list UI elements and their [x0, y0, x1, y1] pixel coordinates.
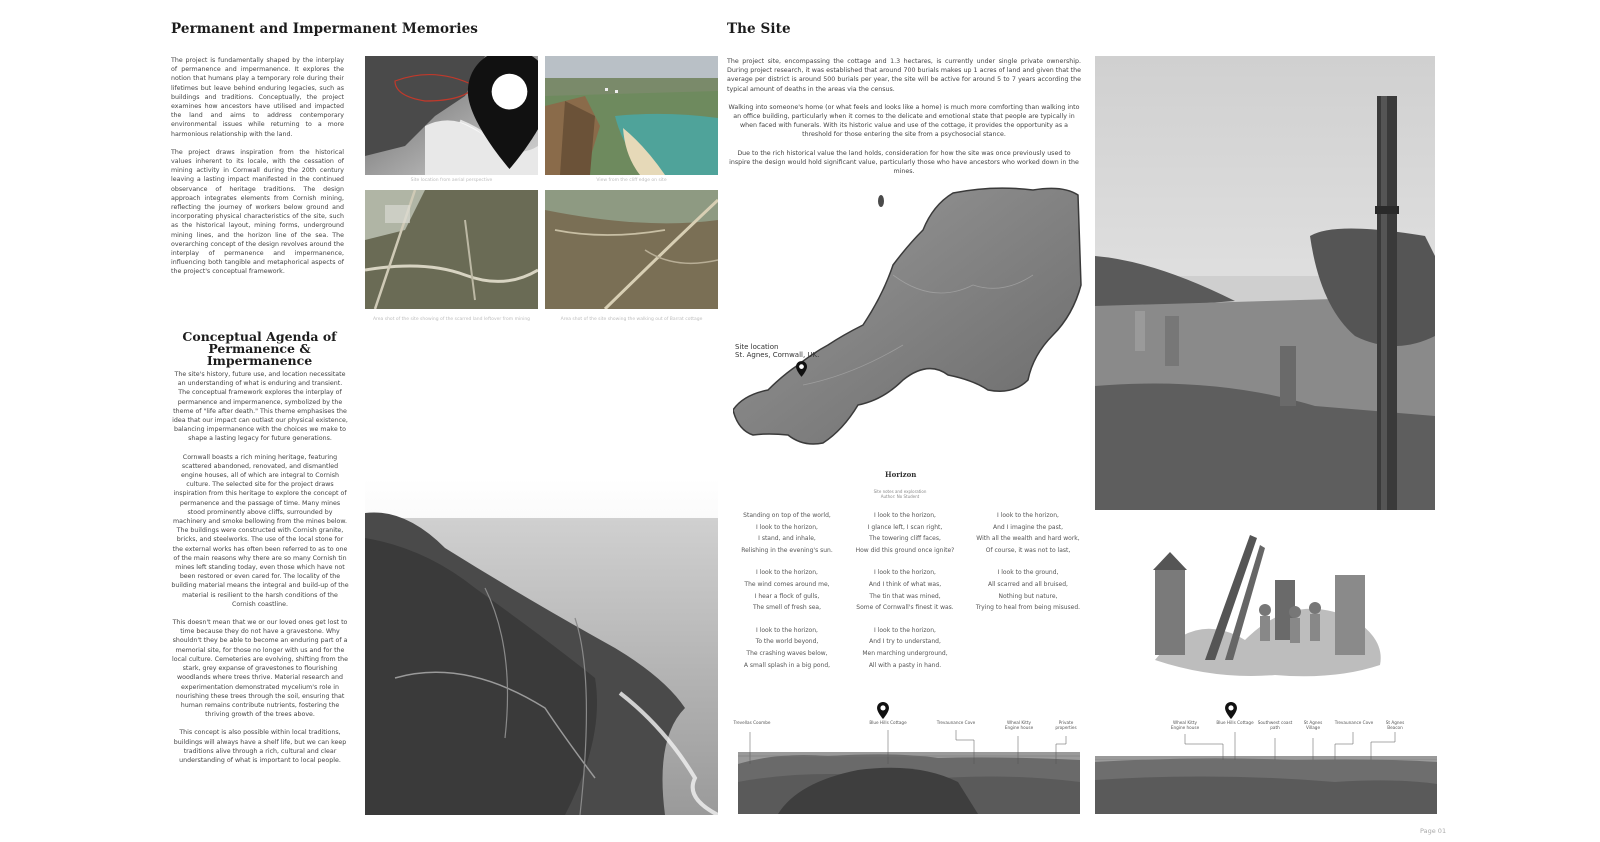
agenda-paragraph-2: Cornwall boasts a rich mining heritage, featuring scattered abandoned, renovated, and dismantled engine houses, all of which are integral to Cornish culture. The selected site for the project draws inspiration from this heritage to explore the concept of permanence and the passage of time. Many mines stood prominently above cliffs, surrounded by machinery and smoke bellowing from the mines below. The buildings were constructed with Cornish granite, bricks, and steelworks. The use of the local stone for the external works has often been referred to as to one of the main reasons why there are so many Cornish tin mines left standing today, even those which have not been restored or even cared for. The locality of the building material means the integral and build-up of the material is resilient to the harsh conditions of the Cornish coastline. [171, 453, 349, 608]
panorama-label: St Agnes Beacon [1385, 720, 1405, 730]
poem-column-2 [846, 510, 964, 682]
poem-line: Of course, it was not to last, [985, 546, 1071, 554]
poem-line: I look to the horizon, [756, 523, 818, 531]
poem-line: The smell of fresh sea, [752, 604, 822, 612]
panorama-label: Trevaunance Cove [936, 720, 976, 725]
poem-line: Some of Cornwall's finest it was. [856, 604, 954, 612]
poem-line: To the world beyond, [755, 638, 819, 646]
intro-paragraph-2: The project draws inspiration from the historical values inherent to its locale, with the cessation of mining activity in Cornwall during the 20th century leaving a lasting impact manifested in the continued observance of heritage traditions. The design approach integrates elements from Cornish mining, reflecting the journey of workers below ground and incorporating physical characteristics of the site, such as the historical layout, mining forms, underground mining lines, and the horizon line of the sea. The overarching concept of the design revolves around the interplay of permanence and impermanence, influencing both tangible and metaphorical aspects of the project's conceptual framework. [171, 148, 344, 276]
poem-line: I look to the ground, [997, 569, 1059, 577]
site-paragraph-1: The project site, encompassing the cottage and 1.3 hectares, is currently under single private ownership. During project research, it was established that around 700 burials makes up 1 acres of land and given that the average per district is around 500 burials per year, the site will be active for around 5 to 7 years according the typical amount of deaths in the areas via the census. [727, 58, 1081, 93]
agenda-paragraph-1: The site's history, future use, and location necessitate an understanding of what is enduring and transient. The conceptual framework explores the interplay of permanence and impermanence, symbolized by the theme of "life after death." This theme emphasises the idea that our impact can outlast our physical existence, balancing impermanence with the choices we make to shape a lasting legacy for future generations. [172, 371, 348, 443]
drone-scarred-land-photo [365, 190, 538, 309]
poem-stanza [846, 625, 964, 671]
panorama-label: Wheal Kitty Engine house [1004, 720, 1034, 730]
poem-line: With all the wealth and hard work, [976, 535, 1080, 543]
poem-stanza [728, 567, 846, 613]
site-location-line2: St. Agnes, Cornwall, UK. [735, 351, 820, 359]
poem-stanza [728, 510, 846, 556]
panorama-label: Southwest coast path [1257, 720, 1293, 730]
poem-line: How did this ground once ignite? [855, 546, 955, 554]
poem-line: I look to the horizon, [874, 569, 936, 577]
caption-cliff-view: View from the cliff edge on site [596, 178, 667, 183]
panorama-label: Blue Hills Cottage [1216, 720, 1254, 725]
poem-line: And I think of what was, [868, 580, 942, 588]
caption-drone-land: Area shot of the site showing of the scarred land leftover from mining [372, 317, 531, 322]
panorama-label: Wheal Kitty Engine house [1170, 720, 1200, 730]
poem-subtitle-line2: Author: No Student [880, 494, 920, 499]
poem-line: The crashing waves below, [746, 649, 828, 657]
poem-stanza [966, 510, 1090, 556]
panorama-1-annotations [733, 716, 1080, 764]
location-pin-icon [423, 56, 538, 169]
mine-ruins-photo [1095, 56, 1435, 510]
cornwall-map [733, 185, 1083, 455]
poem-subtitle [850, 489, 950, 499]
poem-line: All scarred and all bruised, [988, 580, 1068, 588]
agenda-paragraph-3: This doesn't mean that we or our loved ones get lost to time because they do not have a gravestone. Why shouldn't they be able to become an enduring part of a memorial site, for those no longer with us and for the local culture. Cemeteries are evolving, shifting from the stark, grey expanse of gravestones to flourishing woodlands where trees thrive. Material research and experimentation demonstrated mycelium's role in nourishing these trees through the soil, ensuring that human remains contribute nutrients, fostering the thriving growth of the trees above. [172, 619, 348, 719]
poem-line: I stand, and inhale, [758, 535, 816, 543]
panorama-label: Trevaunance Cove [1334, 720, 1374, 725]
drone-path-photo [545, 190, 718, 309]
poem-line: I look to the horizon, [756, 569, 818, 577]
poem-title: Horizon [885, 470, 917, 479]
page-number: Page 01 [1420, 827, 1447, 835]
poem-stanza [846, 567, 964, 613]
agenda-title-line2: Permanence & Impermanence [206, 341, 313, 368]
intro-text [171, 56, 344, 286]
site-paragraph-2: Walking into someone's home (or what feels and looks like a home) is much more comforting than walking into an office building, particularly when it comes to the delicate and emotional state that people are typically in when faced with funerals. With its historic value and use of the cottage, it provides the opportunity as a threshold for those entering the site from a psychosocial stance. [728, 103, 1080, 139]
poem-subtitle-line1: Site notes and exploration [873, 489, 927, 494]
intro-paragraph-1: The project is fundamentally shaped by the interplay of permanence and impermanence. It explores the notion that humans play a temporary role during their lifetimes but leave behind enduring legacies, such as buildings and traditions. Conceptually, the project examines how ancestors have utilised and impacted the land and aims to address contemporary environmental issues while returning to a more harmonious relationship with the land. [171, 57, 344, 138]
poem-column-3 [966, 510, 1090, 625]
page-title-left: Permanent and Impermanent Memories [171, 21, 478, 37]
agenda-paragraph-4: This concept is also possible within local traditions, buildings will always have a shelf life, but we can keep traditions alive through a rich, cultural and clear understanding of what is important to local people. [173, 729, 347, 764]
poem-column-1 [728, 510, 846, 682]
poem-line: Trying to heal from being misused. [975, 604, 1081, 612]
poem-line: Relishing in the evening's sun. [741, 546, 833, 554]
panorama-2-annotations [1095, 716, 1437, 760]
poem-line: Nothing but nature, [998, 592, 1058, 600]
poem-line: I glance left, I scan right, [867, 523, 943, 531]
poem-line: I look to the horizon, [997, 512, 1059, 519]
poem-line: I hear a flock of gulls, [754, 592, 820, 600]
coastal-aerial-photo [365, 478, 718, 815]
site-paragraph-3: Due to the rich historical value the land holds, consideration for how the site was once previously used to inspire the design would hold significant value, particularly those who have ancestors who worked down in the mines. [729, 149, 1079, 176]
poem-line: And I try to understand, [869, 638, 941, 646]
poem-line: The towering cliff faces, [869, 535, 941, 543]
location-pin-icon [1225, 702, 1237, 719]
poem-stanza [728, 625, 846, 671]
poem-line: And I imagine the past, [993, 523, 1063, 531]
panorama-2-photo [1095, 756, 1437, 814]
poem-line: Standing on top of the world, [743, 512, 831, 519]
location-pin-icon [877, 702, 889, 719]
poem-line: I look to the horizon, [874, 626, 936, 634]
agenda-title [168, 331, 351, 367]
site-location-label [735, 343, 819, 359]
panorama-label: Blue Hills Cottage [869, 720, 907, 725]
poem-line: All with a pasty in hand. [868, 661, 942, 669]
aerial-site-photo [365, 56, 538, 175]
poem-line: Men marching underground, [862, 649, 948, 657]
poem-line: I look to the horizon, [874, 512, 936, 519]
cliff-view-photo [545, 56, 718, 175]
poem-line: I look to the horizon, [756, 626, 818, 634]
agenda-text [171, 370, 349, 774]
caption-aerial: Site location from aerial perspective [410, 178, 493, 183]
poem-stanza [966, 567, 1090, 613]
site-text [727, 57, 1081, 185]
panorama-label: Trevellas Coombe [733, 720, 771, 725]
map-pin-icon [796, 361, 807, 377]
poem-line: The wind comes around me, [744, 580, 830, 588]
poem-line: A small splash in a big pond, [743, 661, 831, 669]
panorama-label: St Agnes Village [1303, 720, 1323, 730]
site-location-line1: Site location [735, 343, 779, 351]
poem-line: The tin that was mined, [869, 592, 941, 600]
agenda-title-line1: Conceptual Agenda of [182, 329, 337, 344]
page-title-right: The Site [727, 21, 791, 37]
poem-stanza [846, 510, 964, 556]
mine-workers-collage [1135, 530, 1400, 685]
caption-drone-path: Area shot of the site showing the walking out of Barrat cottage [560, 317, 703, 322]
panorama-label: Private properties [1055, 720, 1077, 730]
